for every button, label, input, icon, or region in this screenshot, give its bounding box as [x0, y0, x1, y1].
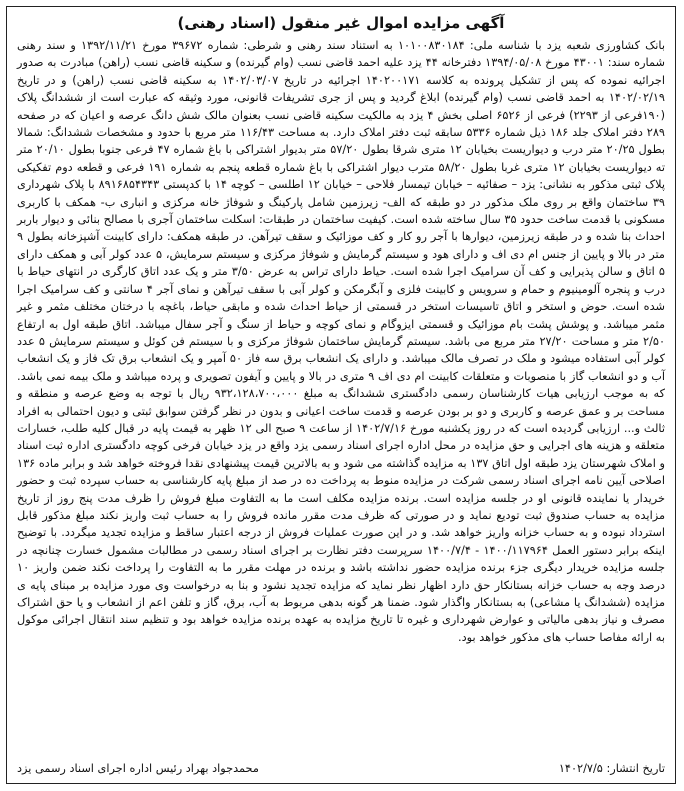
notice-title: آگهی مزایده اموال غیر منقول (اسناد رهنی) — [177, 14, 505, 32]
publication-date: تاریخ انتشار: ۱۴۰۲/۷/۵ — [558, 762, 665, 775]
notice-frame — [6, 6, 676, 784]
notice-body: بانک کشاورزی شعبه یزد با شناسه ملی: ۱۰۱۰۰۸۳۰۱۸۴ به استناد سند رهنی و شرطی: شماره ۳۹۶۷۲ مورخ ۱۳۹۲/۱۱/۲۱ و سند رهنی شماره سند: ۴۳۰۰۱ مورخ ۱۳۹۴/۰۵/۰۸ دفترخانه ۴۴ یزد علیه احمد قاضی نسب (وام گیرنده) و سکینه قاضی نسب (راهن) مبادرت به صدور اجرائیه نموده که پس از تشکیل پرونده به کلاسه ۱۴۰۲۰۰۱۷۱ اجرائیه در تاریخ ۱۴۰۲/۰۳/۰۷ به سکینه قاضی نسب (راهن) و در تاریخ ۱۴۰۲/۰۲/۱۹ به احمد قاضی نسب (وام گیرنده) ابلاغ گردید و پس از جری تشریفات قانونی، مورد وثیقه که عبارت است از ششدانگ پلاک (۱۹۰فرعی از ۲۲۹۳) فرعی از ۶۵۲۶ اصلی بخش ۴ یزد به مالکیت سکینه قاضی نسب بعنوان مالک شش دانگ عرصه و اعیان که در صفحه ۲۸۹ دفتر املاک جلد ۱۸۶ ذیل شماره ۵۳۳۶ سابقه ثبت دفتر املاک دارد. به مساحت ۱۱۶/۴۳ متر مربع با حدود و مشخصات ششدانگ: شمالا بطول ۲۰/۲۵ متر درب و دیواریست بخیابان ۱۲ متری شرقا بطول ۵۷/۲۰ متر بدیوار اشتراکی با باغ شماره ۴۷ فرعی جنوبا بطول ۲۰/۱۰ متر ته دیواریست بخیابان ۱۲ متری غربا بطول ۵۸/۲۰ مترب دیوار اشتراکی با باغ شماره قطعه پنجم به شماره ۱۹۱ فرعی و قطعه دوم تفکیکی پلاک ثبتی مذکور به نشانی: یزد – صفائیه – خیابان تیمسار فلاحی – خیابان ۱۲ اطلسی – کوچه ۱۴ با کدپستی ۸۹۱۶۸۵۴۳۴۳ با پلاک شهرداری ۳۹ ساختمان واقع بر روی ملک مذکور در دو طبقه که الف- زیرزمین شامل پارکینگ و شوفاژ خانه مرکزی و انباری ب- همکف با کاربری مسکونی با قدمت ساخت حدود ۳۵ سال ساخته شده است. کیفیت ساختمان در طبقات: اسکلت ساختمان آجری با مصالح بنائی و دیوار باربر احداث بنا شده و در طبقه زیرزمین، دیوارها با آجر رو کار و کف موزائیک و سقف تیرآهن. در طبقه همکف: دارای کابینت آشپزخانه بطول ۹ متر در بالا و پایین از جنس ام دی اف و دارای هود و سیستم گرمایش و شوفاژ مرکزی و سیستم سرمایش، ۵ عدد کولر آبی و همکف دارای ۵ اتاق و سالن پذیرایی و کف آن سرامیک اجرا شده است. حیاط دارای تراس به عرض ۳/۵۰ متر و یک عدد اتاق کارگری در انتهای حیاط با درب و پنجره آلومینیوم و حمام و سرویس و کابینت فلزی و آبگرمکن و کولر آبی با سقف تیرآهن و نمای آجر ۴ سانتی و کف سرامیک اجرا شده است. حوض و استخر و اتاق تاسیسات استخر در قسمتی از حیاط احداث شده و مابقی حیاط، باغچه با درختان مختلف مثمر و غیر مثمر میباشد. و پوشش پشت بام موزائیک و قسمتی ایزوگام و نمای کوچه و حیاط از سنگ و آجر سفال میباشد. اتاق طبقه اول به ارتفاع ۲/۵۰ متر و مساحت ۲۷/۲۰ متر مربع می باشد. سیستم گرمایش ساختمان شوفاژ مرکزی و با سیستم فن کوئل و سیستم سرمایش ۵ عدد کولر آبی استفاده میشود و ملک در تصرف مالک میباشد. و دارای یک انشعاب برق سه فاز ۵۰ آمپر و یک انشعاب برق تک فاز و یک انشعاب آب و دو انشعاب گاز با منصوبات و متعلقات کابینت ام دی اف ۹ متری در بالا و پایین و آیفون تصویری و پرده میباشد و ملک بیمه نمی باشد. که به موجب ارزیابی هیات کارشناسان رسمی دادگستری ششدانگ به مبلغ ۹۳۲،۱۲۸،۷۰۰،۰۰۰ ریال با توجه به وضع عرصه و منطقه و مساحت بر و عمق عرصه و کاربری و دو بر بودن عرصه و قدمت ساخت اعیانی و بدون در نظر گرفتن سوابق ثبتی و دیون احتمالی به افراد ثالث و... ارزیابی گردیده است که در روز یکشنبه مورخ ۱۴۰۲/۷/۱۶ از ساعت ۹ صبح الی ۱۲ ظهر به قیمت پایه در قبال کلیه طلب، خسارات متعلقه و هزینه های اجرایی و حق مزایده در محل اداره اجرای اسناد رسمی یزد واقع در یزد خیابان فرخی کوچه دادگستری اداره ثبت اسناد و املاک شهرستان یزد طبقه اول اتاق ۱۳۷ به مزایده گذاشته می شود و به بالاترین قیمت پیشنهادی نقدا فروخته خواهد شد و برابر ماده ۱۳۶ اصلاحی آیین نامه اجرای اسناد رسمی شرکت در مزایده منوط به پرداخت ده در صد از مبلغ پایه کارشناسی به حساب سپرده ثبت و حضور خریدار یا نماینده قانونی او در جلسه مزایده است. برنده مزایده مکلف است ما به التفاوت مبلغ فروش را ظرف مدت پنج روز از تاریخ مزایده به حساب صندوق ثبت تودیع نماید و در صورتی که ظرف مدت مقرر مانده فروش را به حساب ثبت واریز نکند مبلغ مذکور قابل استرداد نبوده و به حساب خزانه واریز خواهد شد. و در این صورت عملیات فروش از درجه اعتبار ساقط و مزایده تجدید میگردد. با توضیح اینکه برابر دستور العمل ۱۴۰۰/۱۱۷۹۶۴ - ۱۴۰۰/۷/۴ سرپرست دفتر نظارت بر اجرای اسناد رسمی در مطالبات مشمول خسارت چنانچه در جلسه مزایده خریدار دیگری جزء برنده مزایده حضور نداشته باشد و برنده در مهلت مقرر ما به التفاوت را پرداخت نکند ضمن واریز ۱۰ درصد وجه به حساب خزانه بستانکار حق دارد اظهار نظر نماید که مزایده تجدید نشود و بنا به درخواست وی مورد مزایده بر مبنای پایه ی مزایده (ششدانگ یا مشاعی) به بستانکار واگذار شود. ضمنا هر گونه بدهی مربوط به آب، برق، گاز و تلفن اعم از انشعاب و یا حق اشتراک مصرف و نیاز بدهی مالیاتی و عوارض شهرداری و غیره تا تاریخ مزایده به عهده برنده مزایده خواهد بود و تنظیم سند انتقال اجرائی موکول به ارائه مفاصا حساب های مذکور خواهد بود. — [17, 39, 666, 644]
signature: محمدجواد بهراد رئیس اداره اجرای اسناد رسمی یزد — [17, 762, 259, 775]
notice-footer — [17, 761, 665, 777]
